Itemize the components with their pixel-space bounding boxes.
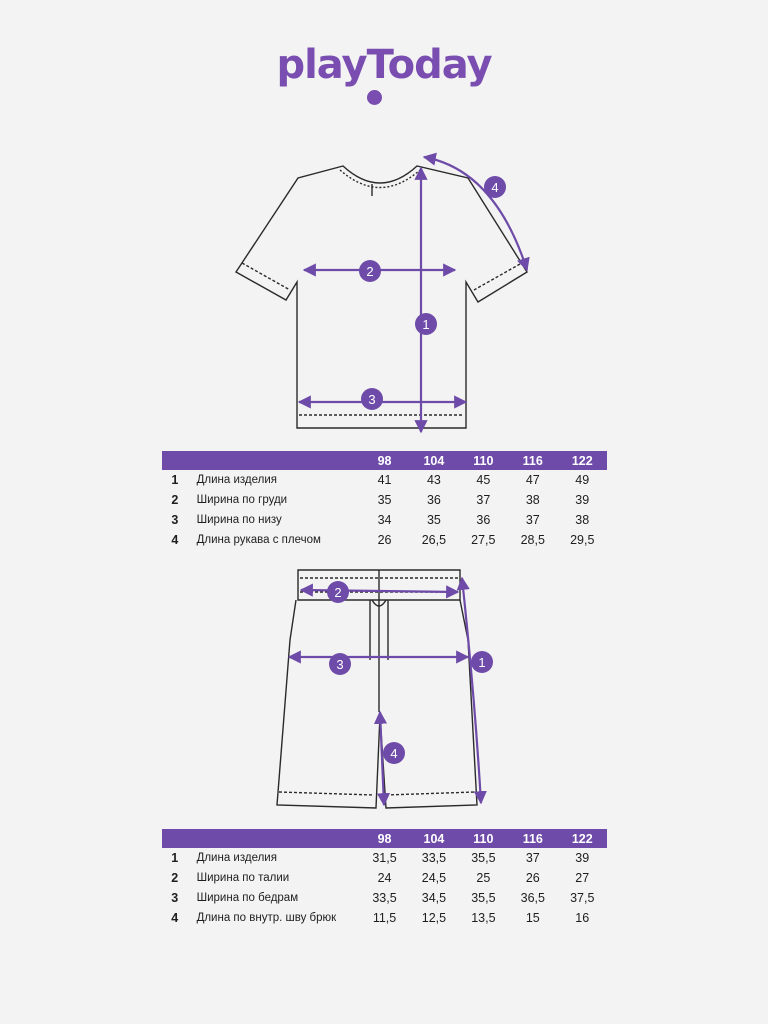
tshirt-marker-1 (415, 313, 437, 335)
svg-text:2: 2 (366, 264, 374, 279)
tshirt-outline (236, 166, 527, 428)
shorts-size-table (162, 829, 607, 928)
table-row: 4 Длина рукава с плечом 26 26,5 27,5 28,5 29,5 (171, 533, 595, 547)
tshirt-marker-4 (484, 176, 506, 198)
tshirt-sketch (0, 0, 768, 450)
size-header: 122 (557, 451, 607, 470)
table-header-row (162, 451, 607, 470)
table-row: 3 Ширина по низу 34 35 36 37 38 (171, 513, 590, 527)
tshirt-marker-3 (361, 388, 383, 410)
size-header: 98 (360, 829, 409, 848)
table-header-row (162, 829, 607, 848)
shorts-sketch (0, 560, 768, 820)
shorts-measure-lines (289, 578, 481, 805)
brand-logo: playToday (276, 42, 492, 88)
tshirt-size-table (162, 451, 607, 550)
shorts-marker-3 (329, 653, 351, 675)
size-header: 110 (459, 451, 508, 470)
svg-text:2: 2 (334, 585, 342, 600)
table-row: 2 Ширина по талии 24 24,5 25 26 27 (171, 871, 590, 885)
shorts-outline (277, 570, 477, 808)
table-row: 4 Длина по внутр. шву брюк 11,5 12,5 13,5 15 16 (171, 911, 590, 925)
svg-text:3: 3 (336, 657, 344, 672)
svg-text:3: 3 (368, 392, 376, 407)
size-header: 104 (409, 451, 458, 470)
tshirt-marker-2 (359, 260, 381, 282)
svg-text:1: 1 (478, 655, 486, 670)
size-header: 110 (459, 829, 508, 848)
size-header: 98 (360, 451, 409, 470)
shorts-marker-4 (383, 742, 405, 764)
size-header: 104 (409, 829, 458, 848)
table-row: 1 Длина изделия 31,5 33,5 35,5 37 39 (171, 851, 590, 865)
table-row: 2 Ширина по груди 35 36 37 38 39 (171, 493, 590, 507)
tshirt-measure-lines (299, 157, 527, 432)
size-header: 116 (508, 451, 557, 470)
table-row: 3 Ширина по бедрам 33,5 34,5 35,5 36,5 37,5 (171, 891, 595, 905)
size-header: 116 (508, 829, 557, 848)
svg-text:4: 4 (491, 180, 499, 195)
svg-text:1: 1 (422, 317, 430, 332)
shorts-marker-1 (471, 651, 493, 673)
svg-text:4: 4 (390, 746, 398, 761)
size-header: 122 (558, 829, 607, 848)
shorts-marker-2 (327, 581, 349, 603)
table-row: 1 Длина изделия 41 43 45 47 49 (171, 473, 590, 487)
